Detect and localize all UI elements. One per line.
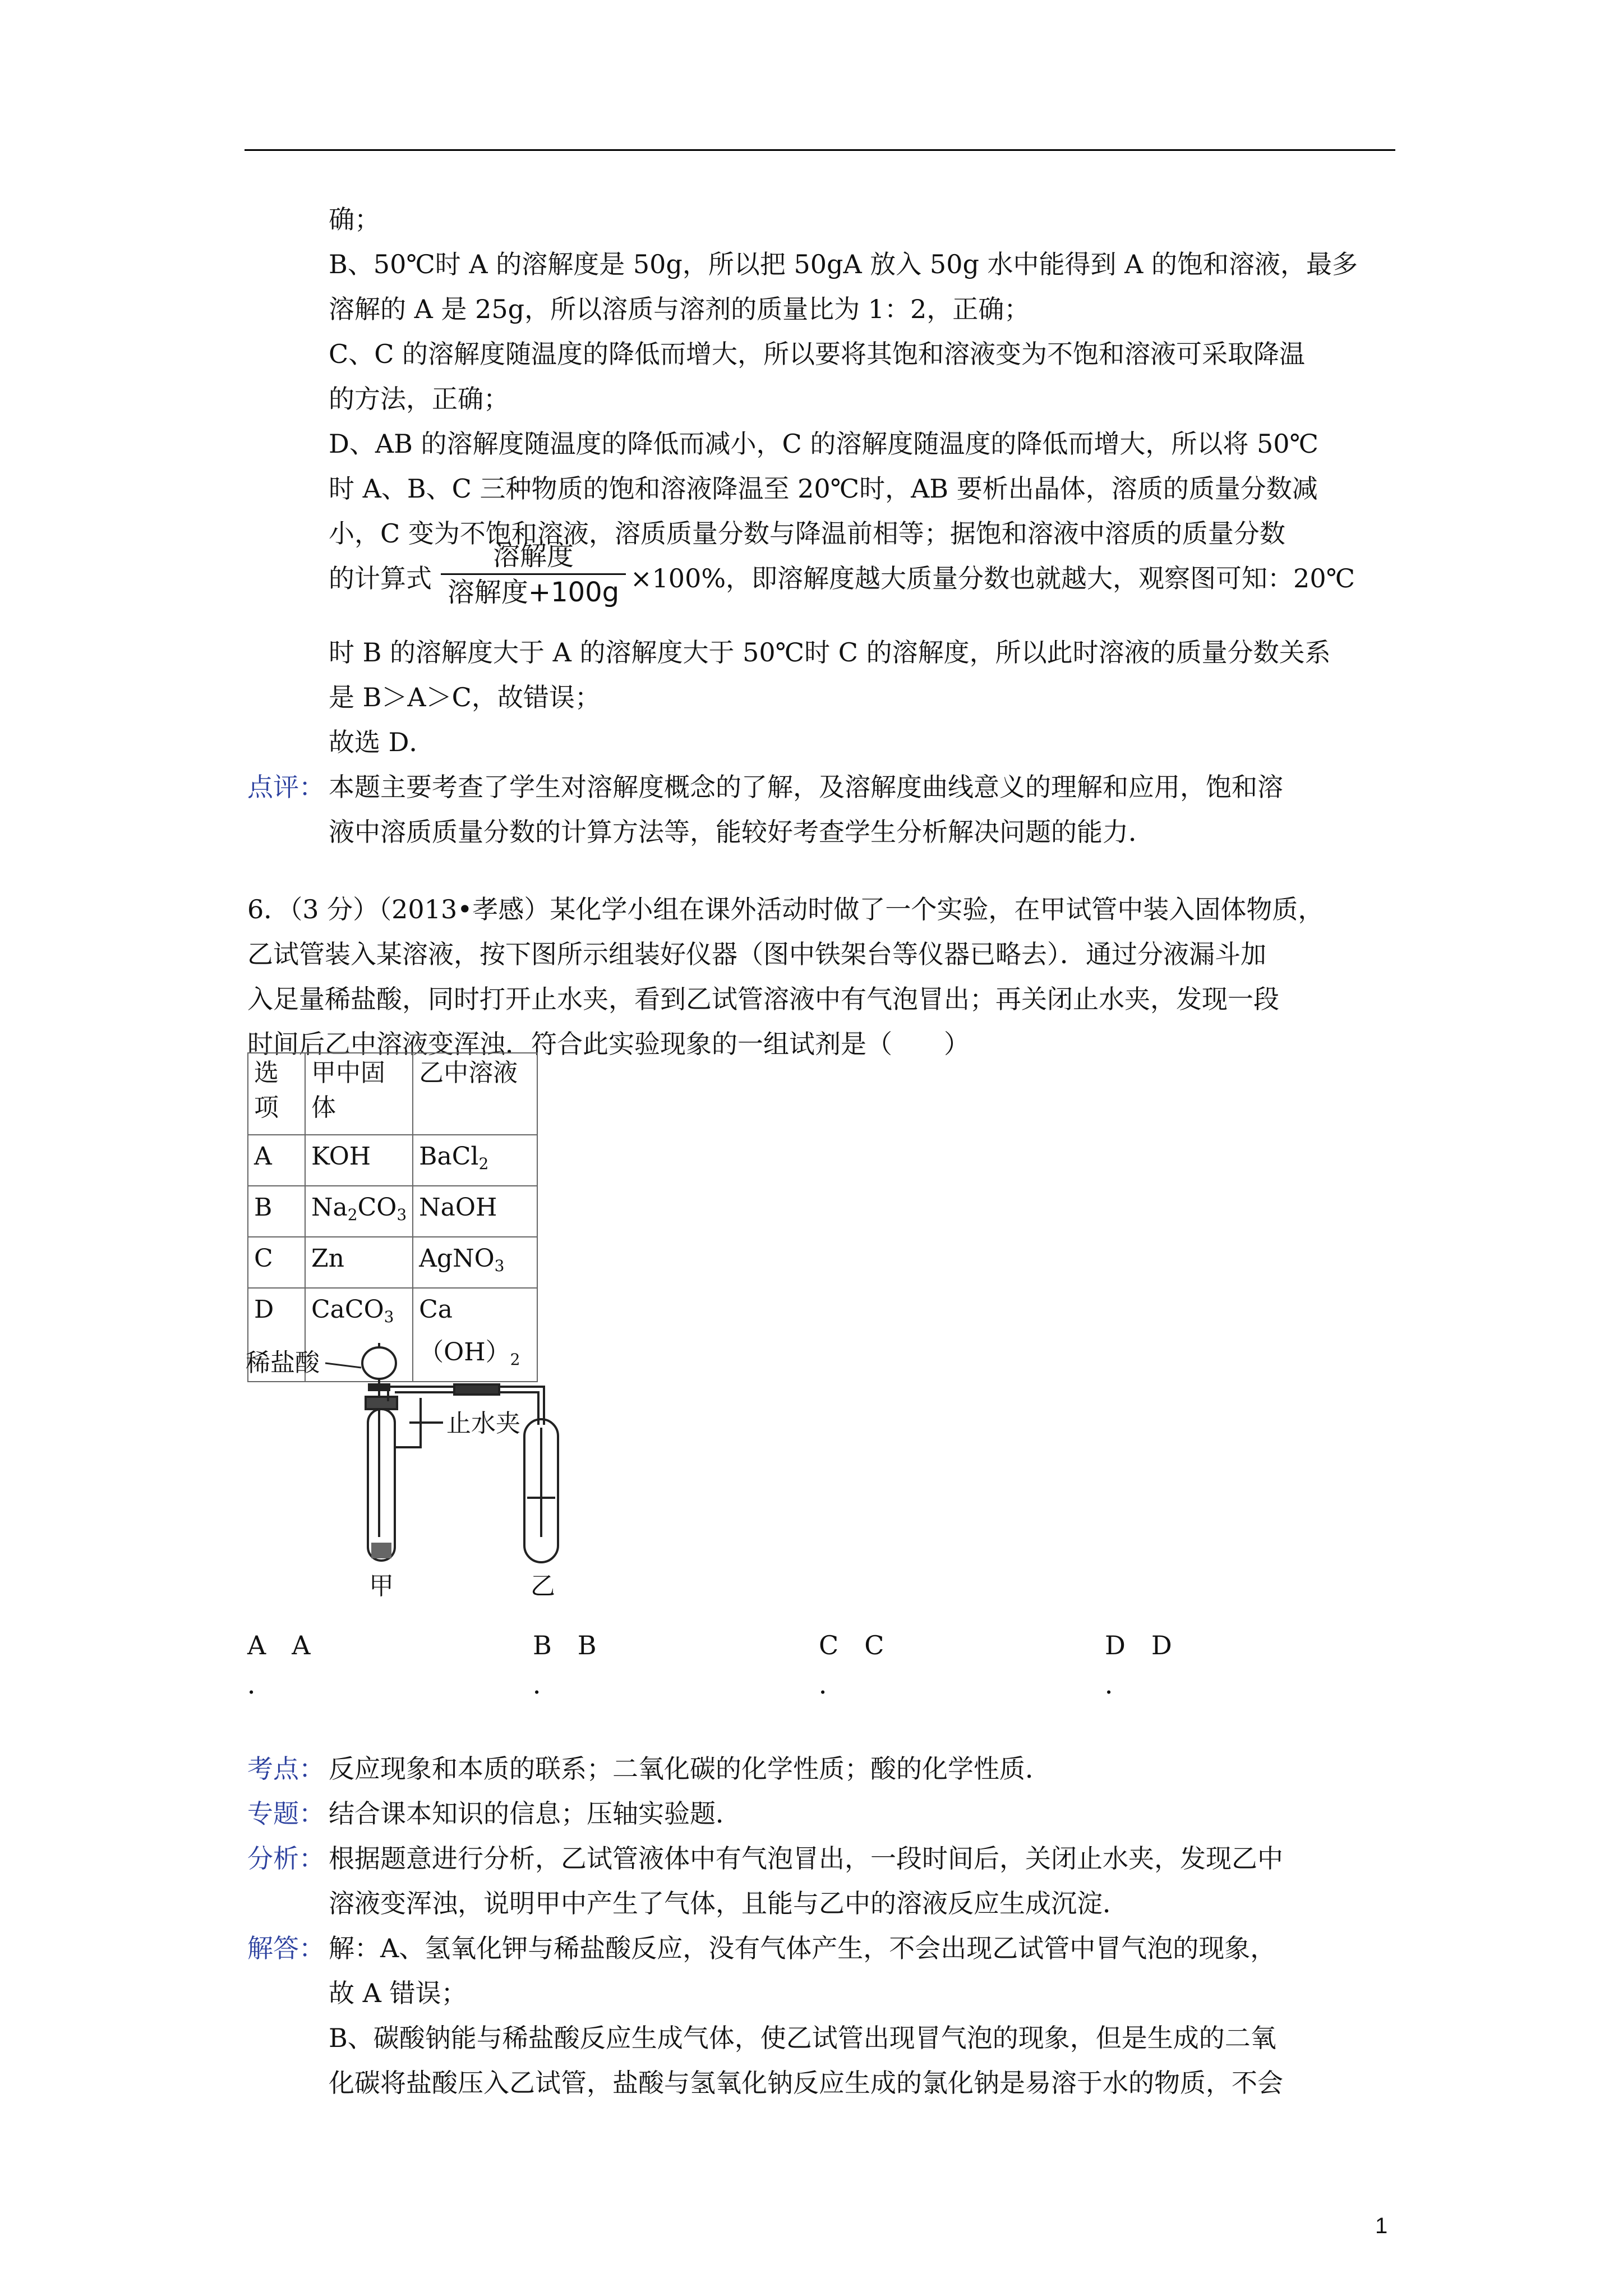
choice-a: A A	[247, 1630, 311, 1660]
text-line: C、C 的溶解度随温度的降低而增大，所以要将其饱和溶液变为不饱和溶液可采取降温	[329, 339, 1306, 369]
choice-c: C C	[819, 1630, 884, 1660]
acid-label: 稀盐酸	[246, 1349, 320, 1377]
question-text: 入足量稀盐酸，同时打开止水夹，看到乙试管溶液中有气泡冒出；再关闭止水夹，发现一段	[247, 984, 1279, 1014]
text-line: 化碳将盐酸压入乙试管，盐酸与氢氧化钠反应生成的氯化钠是易溶于水的物质，不会	[329, 2068, 1283, 2098]
text-line: 时 B 的溶解度大于 A 的溶解度大于 50℃时 C 的溶解度，所以此时溶液的质量分数关系	[329, 637, 1331, 668]
choice-d: D D	[1105, 1630, 1172, 1660]
table-cell: KOH	[305, 1135, 413, 1186]
page-number: 1	[1375, 2214, 1388, 2238]
stopcock	[369, 1384, 389, 1390]
options-table	[247, 1052, 538, 1382]
choice-b: B B	[533, 1630, 597, 1660]
text-line: 解：A、氢氧化钾与稀盐酸反应，没有气体产生，不会出现乙试管中冒气泡的现象，	[329, 1933, 1276, 1963]
text-line: 的计算式	[329, 563, 432, 593]
tube-label-jia: 甲	[369, 1572, 394, 1600]
table-row	[248, 1186, 537, 1237]
table-header-cell: 乙中溶液	[413, 1053, 537, 1135]
fenxi-label: 分析：	[247, 1843, 325, 1874]
text-line: 故 A 错误；	[329, 1978, 467, 2008]
text-line: 根据题意进行分析，乙试管液体中有气泡冒出，一段时间后，关闭止水夹，发现乙中	[329, 1843, 1283, 1874]
table-cell: CaCO$_3$	[305, 1288, 413, 1382]
question-text: 6．（3 分）（2013•孝感）某化学小组在课外活动时做了一个实验，在甲试管中装入固体物质，	[247, 894, 1324, 924]
question-text: 乙试管装入某溶液，按下图所示组装好仪器（图中铁架台等仪器已略去）．通过分液漏斗加	[247, 939, 1266, 969]
table-header-row	[248, 1053, 537, 1135]
question-text: 时间后乙中溶液变浑浊．符合此实验现象的一组试剂是（ ）	[247, 1029, 970, 1059]
table-cell: D	[248, 1288, 305, 1382]
table-cell: A	[248, 1135, 305, 1186]
table-cell: $Ca(OH)_2$	[413, 1288, 537, 1382]
table-cell: C	[248, 1237, 305, 1288]
table-row	[248, 1237, 537, 1288]
text-line: B、50℃时 A 的溶解度是 50g，所以把 50gA 放入 50g 水中能得到 A 的饱和溶液，最多	[329, 249, 1358, 279]
text-line: 是 B＞A＞C，故错误；	[329, 682, 601, 712]
rubber-tube	[454, 1384, 499, 1395]
fraction-formula	[441, 539, 626, 610]
table-header-cell: 甲中固 体	[305, 1053, 413, 1135]
clamp-label: 止水夹	[446, 1409, 520, 1438]
table-cell: B	[248, 1186, 305, 1237]
text-line: 溶液变浑浊，说明甲中产生了气体，且能与乙中的溶液反应生成沉淀．	[329, 1888, 1128, 1918]
text-line: 本题主要考查了学生对溶解度概念的了解，及溶解度曲线意义的理解和应用，饱和溶	[329, 772, 1283, 802]
solid-sample	[371, 1543, 391, 1558]
text-line: 液中溶质质量分数的计算方法等，能较好考查学生分析解决问题的能力．	[329, 817, 1154, 847]
table-cell: BaCl$_2$	[413, 1135, 537, 1186]
choice-dot: ．	[247, 1669, 273, 1700]
text-line: D、AB 的溶解度随温度的降低而减小，C 的溶解度随温度的降低而增大，所以将 50℃	[329, 429, 1318, 459]
separatory-funnel	[362, 1347, 396, 1379]
table-cell: NaOH	[413, 1186, 537, 1237]
choice-dot: ．	[819, 1669, 845, 1700]
header-rule	[245, 149, 1395, 151]
tube-label-yi: 乙	[531, 1572, 555, 1600]
text-line: 故选 D．	[329, 727, 435, 757]
fraction-numerator: 溶解度	[492, 540, 574, 572]
table-cell: AgNO$_3$	[413, 1237, 537, 1288]
text-line: 确；	[329, 204, 380, 234]
choice-dot: ．	[533, 1669, 559, 1700]
stopper-jia	[366, 1397, 397, 1409]
review-label: 点评：	[247, 772, 325, 802]
text-line: 结合课本知识的信息；压轴实验题．	[329, 1798, 741, 1829]
zhuanti-label: 专题：	[247, 1798, 325, 1829]
funnel-pointer	[325, 1363, 361, 1368]
text-line: 小，C 变为不饱和溶液，溶质质量分数与降温前相等；据饱和溶液中溶质的质量分数	[329, 518, 1285, 549]
table-row	[248, 1135, 537, 1186]
table-header-cell: 选 项	[248, 1053, 305, 1135]
table-cell: $Na_2CO_3$	[305, 1186, 413, 1237]
table-cell: Zn	[305, 1237, 413, 1288]
fraction-denominator: 溶解度+100g	[447, 577, 620, 608]
kaodian-label: 考点：	[247, 1754, 325, 1784]
text-line: 溶解的 A 是 25g，所以溶质与溶剂的质量比为 1：2，正确；	[329, 294, 1030, 324]
text-line: 反应现象和本质的联系；二氧化碳的化学性质；酸的化学性质．	[329, 1754, 1051, 1784]
text-line: 时 A、B、C 三种物质的饱和溶液降温至 20℃时，AB 要析出晶体，溶质的质量分数减	[329, 473, 1318, 504]
text-line: ×100%，即溶解度越大质量分数也就越大，观察图可知：20℃	[630, 563, 1355, 593]
text-line: B、碳酸钠能与稀盐酸反应生成气体，使乙试管出现冒气泡的现象，但是生成的二氧	[329, 2023, 1276, 2053]
apparatus-diagram	[241, 1335, 634, 1604]
text-line: 的方法，正确；	[329, 384, 509, 414]
test-tube-jia	[368, 1409, 395, 1561]
choice-dot: ．	[1105, 1669, 1131, 1700]
jieda-label: 解答：	[247, 1933, 325, 1963]
